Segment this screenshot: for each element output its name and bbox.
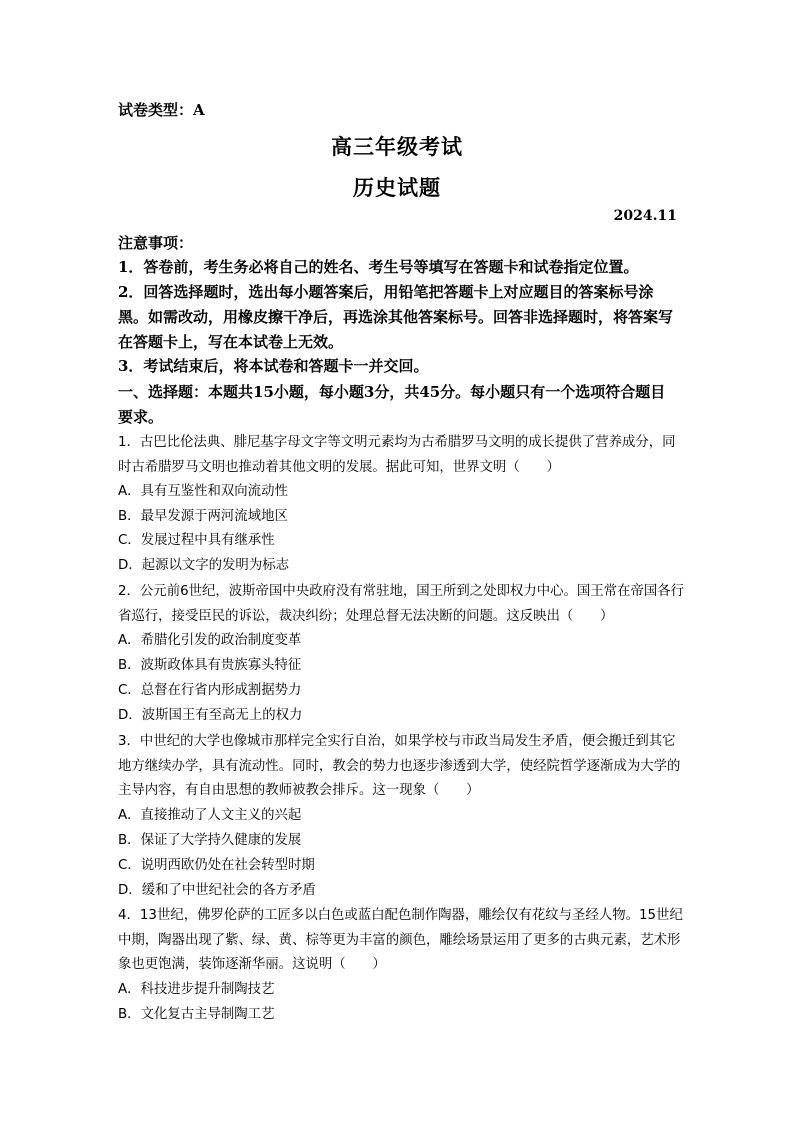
exam-date: 2024.11 (613, 208, 677, 224)
question-1-option-b: B．最早发源于两河流域地区 (118, 509, 288, 524)
question-1-option-c: C．发展过程中具有继承性 (118, 533, 275, 548)
exam-title: 高三年级考试 (331, 134, 463, 159)
question-2-option-d: D．波斯国王有至高无上的权力 (118, 708, 303, 723)
question-3-option-b: B．保证了大学持久健康的发展 (118, 833, 302, 848)
note-item-1: 1．答卷前，考生务必将自己的姓名、考生号等填写在答题卡和试卷指定位置。 (118, 258, 639, 276)
section-heading: 一、选择题：本题共15小题，每小题3分，共45分。每小题只有一个选项符合题目要求。 (118, 383, 666, 426)
question-1-option-a: A．具有互鉴性和双向流动性 (118, 484, 288, 499)
note-item-2: 2．回答选择题时，选出每小题答案后，用铅笔把答题卡上对应题目的答案标号涂黑。如需改动，用橡皮擦干净后，再选涂其他答案标号。回答非选择题时，将答案写在答题卡上，写在本试卷上无效。 (118, 283, 674, 351)
question-1-option-d: D．起源以文字的发明为标志 (118, 558, 289, 573)
question-3-option-d: D．缓和了中世纪社会的各方矛盾 (118, 883, 316, 898)
exam-subtitle: 历史试题 (353, 175, 441, 200)
note-item-3: 3．考试结束后，将本试卷和答题卡一并交回。 (118, 357, 429, 375)
question-2-stem: 2．公元前6世纪，波斯帝国中央政府没有常驻地，国王所到之处即权力中心。国王常在帝国各行省巡行，接受臣民的诉讼，裁决纠纷；处理总督无法决断的问题。这反映出（ ） (118, 584, 685, 624)
question-2-option-a: A．希腊化引发的政治制度变革 (118, 633, 302, 648)
question-4-option-b: B．文化复古主导制陶工艺 (118, 1007, 275, 1022)
question-2-option-b: B．波斯政体具有贵族寡头特征 (118, 658, 302, 673)
question-4-option-a: A．科技进步提升制陶技艺 (118, 982, 275, 997)
notes-heading: 注意事项： (118, 234, 194, 252)
question-3-option-c: C．说明西欧仍处在社会转型时期 (118, 858, 315, 873)
question-3-option-a: A．直接推动了人文主义的兴起 (118, 808, 302, 823)
question-1-stem: 1．古巴比伦法典、腓尼基字母文字等文明元素均为古希腊罗马文明的成长提供了营养成分，同时古希腊罗马文明也推动着其他文明的发展。据此可知，世界文明（ ） (118, 435, 676, 475)
question-2-option-c: C．总督在行省内形成割据势力 (118, 683, 302, 698)
paper-type-label: 试卷类型：A (118, 101, 205, 119)
question-3-stem: 3．中世纪的大学也像城市那样完全实行自治，如果学校与市政当局发生矛盾，便会搬迁到其它地方继续办学，具有流动性。同时，教会的势力也逐步渗透到大学，使经院哲学逐渐成为大学的主导内容，有自由思想的教师被教会排斥。这一现象（ ） (118, 734, 681, 799)
question-4-stem: 4．13世纪，佛罗伦萨的工匠多以白色或蓝白配色制作陶器，雕绘仅有花纹与圣经人物。15世纪中期，陶器出现了紫、绿、黄、棕等更为丰富的颜色，雕绘场景运用了更多的古典元素，艺术形象也更饱满，装饰逐渐华丽。这说明（ ） (118, 908, 683, 973)
